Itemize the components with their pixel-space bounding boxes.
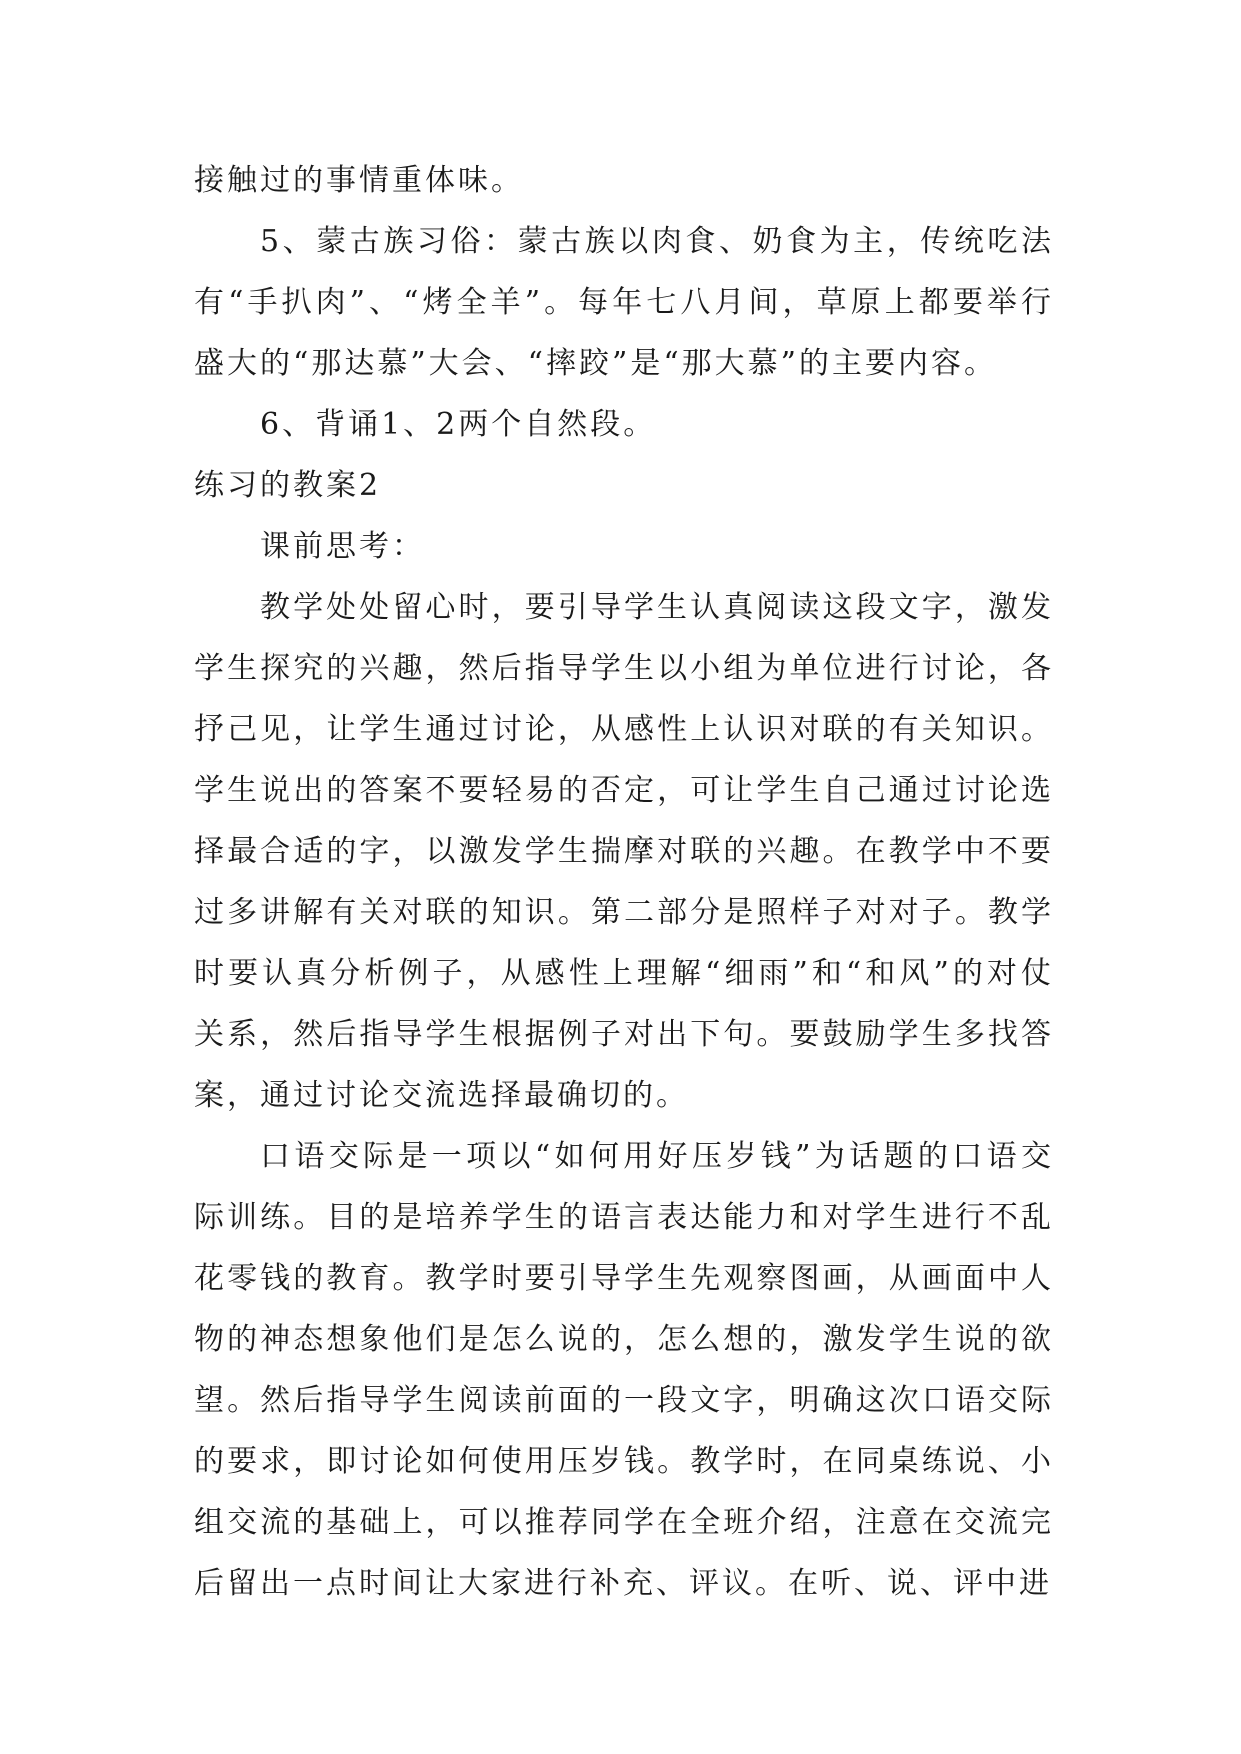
paragraph-couplet-teaching: 教学处处留心时，要引导学生认真阅读这段文字，激发学生探究的兴趣，然后指导学生以小组为单位进行讨论，各抒己见，让学生通过讨论，从感性上认识对联的有关知识。学生说出的答案不要轻易的否定，可让学生自己通过讨论选择最合适的字，以激发学生揣摩对联的兴趣。在教学中不要过多讲解有关对联的知识。第二部分是照样子对对子。教学时要认真分析例子，从感性上理解“细雨”和“和风”的对仗关系，然后指导学生根据例子对出下句。要鼓励学生多找答案，通过讨论交流选择最确切的。: [194, 590, 1054, 1113]
paragraph-mongolian-customs: 5、蒙古族习俗：蒙古族以肉食、奶食为主，传统吃法有“手扒肉”、“烤全羊”。每年七八月间，草原上都要举行盛大的“那达慕”大会、“摔跤”是“那大慕”的主要内容。: [194, 224, 1054, 381]
section-subheading: 课前思考：: [260, 529, 425, 564]
paragraph-continuation: 接触过的事情重体味。: [194, 163, 524, 198]
paragraph-recite: 6、背诵1、2两个自然段。: [260, 407, 657, 442]
paragraph-oral-communication: 口语交际是一项以“如何用好压岁钱”为话题的口语交际训练。目的是培养学生的语言表达能力和对学生进行不乱花零钱的教育。教学时要引导学生先观察图画，从画面中人物的神态想象他们是怎么说的，怎么想的，激发学生说的欲望。然后指导学生阅读前面的一段文字，明确这次口语交际的要求，即讨论如何使用压岁钱。教学时，在同桌练说、小组交流的基础上，可以推荐同学在全班介绍，注意在交流完后留出一点时间让大家进行补充、评议。在听、说、评中进: [194, 1139, 1054, 1601]
section-heading: 练习的教案2: [194, 468, 382, 503]
document-page: [194, 150, 1054, 1614]
